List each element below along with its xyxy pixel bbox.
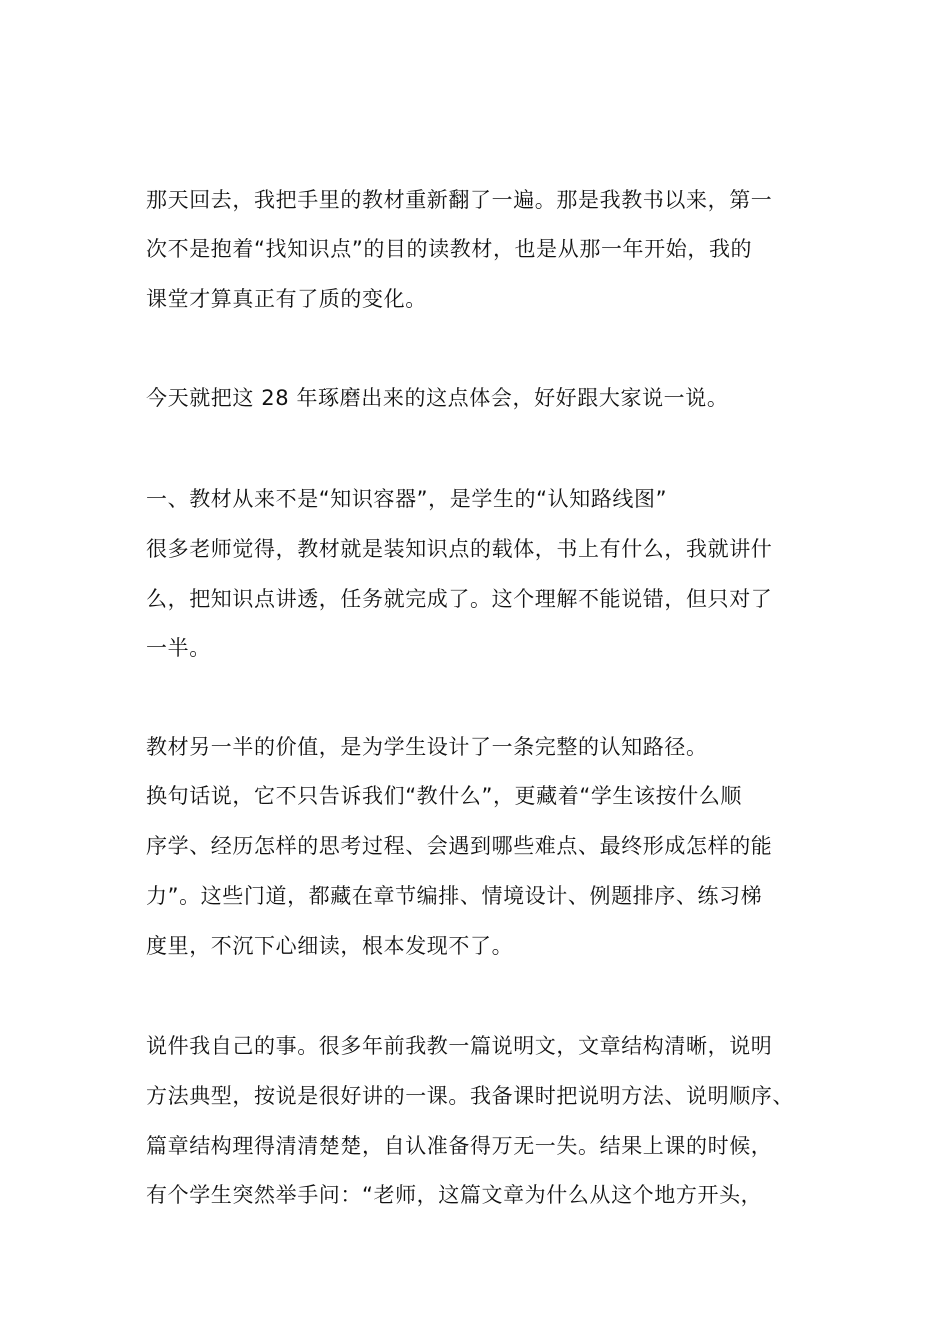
paragraph-line: 今天就把这 28 年琢磨出来的这点体会，好好跟大家说一说。	[146, 386, 729, 410]
paragraph-line: 序学、经历怎样的思考过程、会遇到哪些难点、最终形成怎样的能	[146, 834, 773, 858]
paragraph-line: 方法典型，按说是很好讲的一课。我备课时把说明方法、说明顺序、	[146, 1084, 794, 1108]
paragraph-line: 很多老师觉得，教材就是装知识点的载体，书上有什么，我就讲什	[146, 537, 773, 561]
paragraph-line: 次不是抱着“找知识点”的目的读教材，也是从那一年开始，我的	[146, 237, 753, 261]
section-heading: 一、教材从来不是“知识容器”，是学生的“认知路线图”	[146, 487, 668, 511]
paragraph-line: 有个学生突然举手问：“老师，这篇文章为什么从这个地方开头，	[146, 1183, 763, 1207]
paragraph-line: 那天回去，我把手里的教材重新翻了一遍。那是我教书以来，第一	[146, 188, 773, 212]
paragraph-line: 一半。	[146, 636, 211, 660]
paragraph-line: 力”。这些门道，都藏在章节编排、情境设计、例题排序、练习梯	[146, 884, 763, 908]
paragraph-line: 度里，不沉下心细读，根本发现不了。	[146, 934, 514, 958]
paragraph-line: 说件我自己的事。很多年前我教一篇说明文，文章结构清晰，说明	[146, 1034, 773, 1058]
paragraph-line: 教材另一半的价值，是为学生设计了一条完整的认知路径。	[146, 735, 708, 759]
paragraph-line: 篇章结构理得清清楚楚，自认准备得万无一失。结果上课的时候，	[146, 1134, 773, 1158]
paragraph-line: 换句话说，它不只告诉我们“教什么”，更藏着“学生该按什么顺	[146, 784, 743, 808]
paragraph-line: 么，把知识点讲透，任务就完成了。这个理解不能说错，但只对了	[146, 587, 773, 611]
paragraph-line: 课堂才算真正有了质的变化。	[146, 287, 427, 311]
